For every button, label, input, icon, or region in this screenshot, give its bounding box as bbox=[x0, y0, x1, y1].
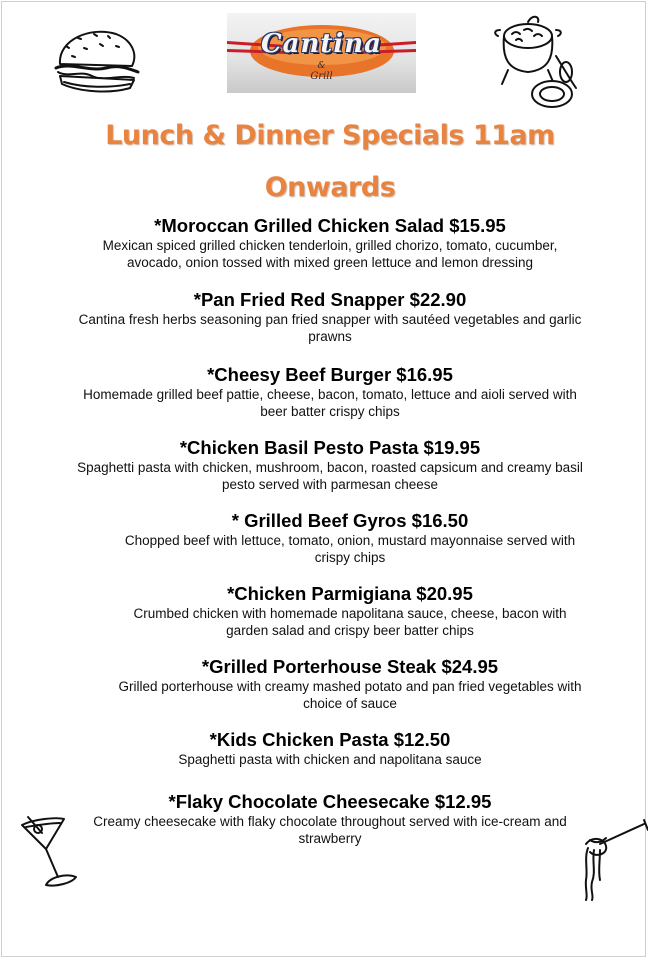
item-description-line-2: pesto served with parmesan cheese bbox=[221, 477, 439, 492]
menu-item bbox=[40, 364, 620, 420]
item-description-line-1: Grilled porterhouse with creamy mashed potato and pan fried vegetables with bbox=[118, 679, 582, 694]
logo-ampersand: & bbox=[317, 61, 326, 71]
menu-item bbox=[60, 656, 640, 712]
menu-item bbox=[40, 289, 620, 345]
item-description-line-1: Spaghetti pasta with chicken and napolitana sauce bbox=[178, 752, 482, 767]
item-description-line-2: garden salad and crispy beer batter chips bbox=[226, 623, 474, 638]
item-name: *Chicken Parmigiana $20.95 bbox=[227, 583, 473, 604]
menu-item bbox=[40, 437, 620, 493]
item-name: * Grilled Beef Gyros $16.50 bbox=[231, 510, 469, 531]
menu-item bbox=[40, 215, 620, 271]
cooking-pot-icon bbox=[494, 12, 580, 112]
item-name: *Kids Chicken Pasta $12.50 bbox=[209, 729, 451, 750]
logo-subtitle: Grill bbox=[310, 71, 333, 82]
item-description-line-2: strawberry bbox=[298, 831, 362, 846]
menu-item bbox=[40, 791, 620, 847]
item-description-line-2: crispy chips bbox=[314, 550, 386, 565]
item-description-line-2: prawns bbox=[308, 329, 352, 344]
item-name: *Chicken Basil Pesto Pasta $19.95 bbox=[179, 437, 481, 458]
menu-title-line-2: Onwards bbox=[264, 172, 396, 203]
item-description-line-2: avocado, onion tossed with mixed green lettuce and lemon dressing bbox=[127, 255, 533, 270]
item-description-line-1: Mexican spiced grilled chicken tenderloin, grilled chorizo, tomato, cucumber, bbox=[102, 238, 558, 253]
menu-item bbox=[60, 583, 640, 639]
item-description-line-1: Homemade grilled beef pattie, cheese, bacon, tomato, lettuce and aioli served with bbox=[83, 387, 577, 402]
item-description-line-2: beer batter crispy chips bbox=[260, 404, 400, 419]
item-description-line-2: choice of sauce bbox=[303, 696, 397, 711]
menu-item bbox=[60, 510, 640, 566]
item-name: *Moroccan Grilled Chicken Salad $15.95 bbox=[154, 215, 506, 236]
item-description-line-1: Creamy cheesecake with flaky chocolate throughout served with ice-cream and bbox=[93, 814, 567, 829]
logo-wordmark: Cantina bbox=[260, 29, 383, 59]
item-name: *Flaky Chocolate Cheesecake $12.95 bbox=[168, 791, 492, 812]
item-name: *Cheesy Beef Burger $16.95 bbox=[207, 364, 453, 385]
item-name: *Pan Fried Red Snapper $22.90 bbox=[193, 289, 467, 310]
menu-item bbox=[40, 729, 620, 768]
item-description-line-1: Cantina fresh herbs seasoning pan fried snapper with sautéed vegetables and garlic bbox=[78, 312, 582, 327]
burger-icon bbox=[50, 22, 142, 102]
item-name: *Grilled Porterhouse Steak $24.95 bbox=[201, 656, 499, 677]
item-description-line-1: Crumbed chicken with homemade napolitana sauce, cheese, bacon with bbox=[133, 606, 567, 621]
item-description-line-1: Chopped beef with lettuce, tomato, onion, mustard mayonnaise served with bbox=[124, 533, 576, 548]
menu-title-line-1: Lunch & Dinner Specials 11am bbox=[105, 120, 555, 151]
item-description-line-1: Spaghetti pasta with chicken, mushroom, bacon, roasted capsicum and creamy basil bbox=[77, 460, 583, 475]
cantina-logo bbox=[227, 13, 416, 93]
